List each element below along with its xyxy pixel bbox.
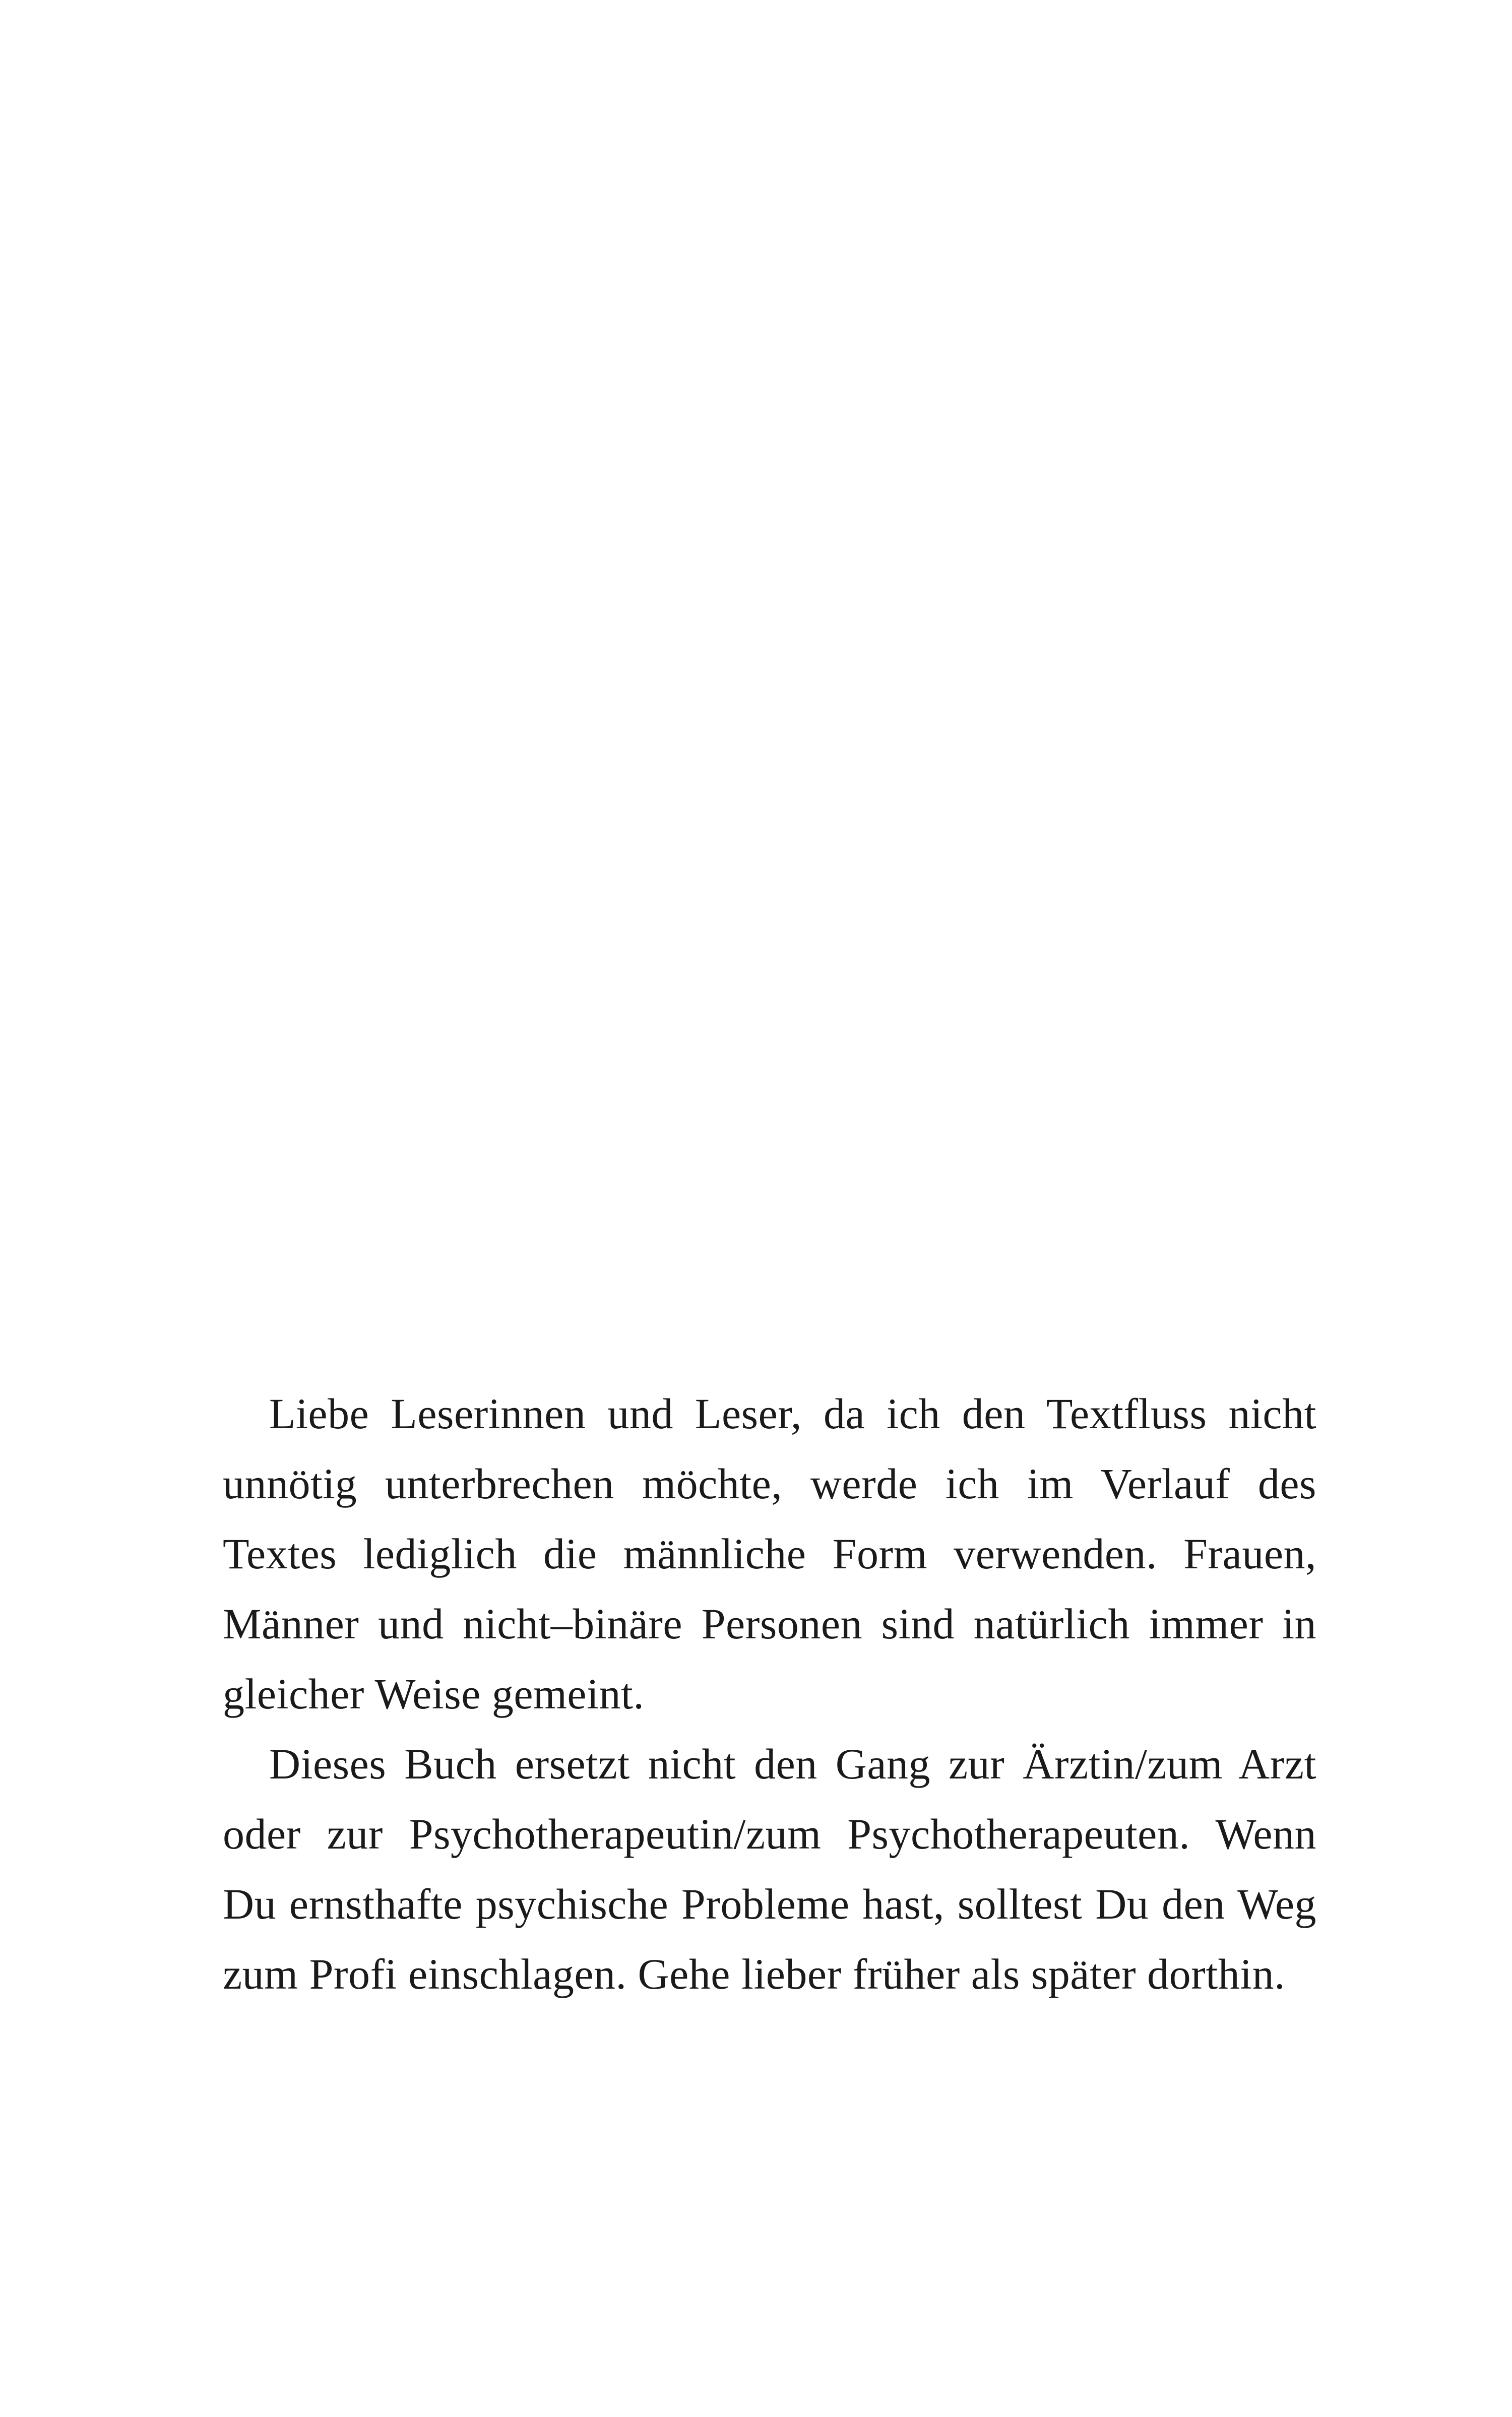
medical-disclaimer-paragraph: Dieses Buch ersetzt nicht den Gang zur Ärztin/zum Arzt oder zur Psychotherapeutin/zum Psychotherapeuten. Wenn Du ernsthafte psychische Probleme hast, solltest Du den Weg zum Profi einschlagen. Gehe lieber früher als später dorthin. xyxy=(223,1740,1316,1998)
notice-text-block xyxy=(223,1379,1316,2009)
gender-note-paragraph: Liebe Leserinnen und Leser, da ich den Textfluss nicht unnötig unterbrechen möchte, werde ich im Verlauf des Textes lediglich die männliche Form verwenden. Frauen, Männer und nicht–binäre Personen sind natürlich immer in gleicher Weise gemeint. xyxy=(223,1389,1316,1718)
